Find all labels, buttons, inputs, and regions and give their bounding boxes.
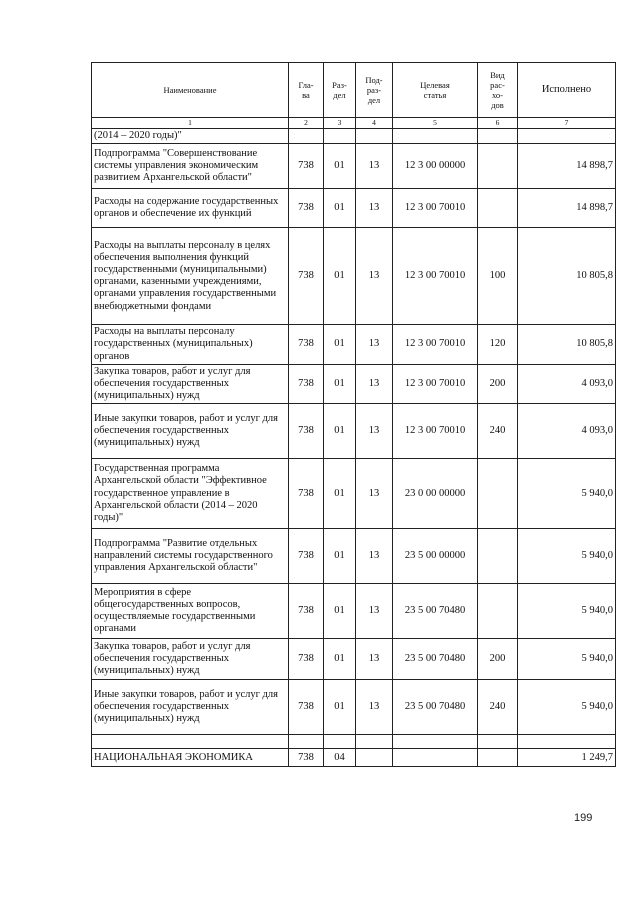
- row-target-article: 12 3 00 70010: [393, 189, 478, 228]
- header-vid-l1: Вид: [490, 69, 505, 80]
- row-expense-type: [478, 584, 518, 639]
- row-executed-amount: 10 805,8: [518, 325, 616, 365]
- row-executed-amount: 4 093,0: [518, 404, 616, 459]
- row-podrazdel: 13: [356, 228, 393, 325]
- table-row: [92, 144, 616, 189]
- row-target-article: 12 3 00 70010: [393, 404, 478, 459]
- row-target-article: [393, 735, 478, 749]
- column-number: 6: [478, 118, 518, 129]
- row-executed-amount: 5 940,0: [518, 639, 616, 680]
- row-name: Иные закупки товаров, работ и услуг для обеспечения государственных (муниципальных) нужд: [92, 404, 289, 459]
- row-target-article: 12 3 00 70010: [393, 325, 478, 365]
- row-name: Закупка товаров, работ и услуг для обеспечения государственных (муниципальных) нужд: [92, 639, 289, 680]
- header-vid-l2: рас-: [490, 79, 505, 90]
- row-executed-amount: 14 898,7: [518, 189, 616, 228]
- row-executed-amount: 14 898,7: [518, 144, 616, 189]
- row-glava: 738: [289, 364, 324, 404]
- row-name: НАЦИОНАЛЬНАЯ ЭКОНОМИКА: [92, 749, 289, 767]
- row-expense-type: 200: [478, 364, 518, 404]
- row-podrazdel: 13: [356, 529, 393, 584]
- table-row: [92, 404, 616, 459]
- row-razdel: 01: [324, 144, 356, 189]
- row-razdel: 01: [324, 680, 356, 735]
- row-target-article: 23 5 00 70480: [393, 584, 478, 639]
- header-podrazdel: [356, 63, 393, 118]
- row-expense-type: [478, 749, 518, 767]
- header-row: [92, 63, 616, 118]
- row-target-article: [393, 749, 478, 767]
- row-razdel: 01: [324, 364, 356, 404]
- row-expense-type: 240: [478, 404, 518, 459]
- header-podrazdel-l2: раз-: [366, 84, 382, 95]
- header-target-l1: Целевая: [420, 79, 450, 90]
- row-podrazdel: [356, 129, 393, 144]
- column-number: 5: [393, 118, 478, 129]
- row-glava: 738: [289, 189, 324, 228]
- table-row: [92, 459, 616, 529]
- row-target-article: [393, 129, 478, 144]
- row-expense-type: 100: [478, 228, 518, 325]
- row-razdel: [324, 735, 356, 749]
- row-glava: [289, 129, 324, 144]
- row-target-article: 23 5 00 70480: [393, 680, 478, 735]
- table-row: [92, 735, 616, 749]
- row-name: Подпрограмма "Совершенствование системы управления экономическим развитием Архангельской области": [92, 144, 289, 189]
- row-podrazdel: [356, 749, 393, 767]
- table-row: [92, 584, 616, 639]
- row-glava: 738: [289, 529, 324, 584]
- row-podrazdel: 13: [356, 325, 393, 365]
- row-podrazdel: [356, 735, 393, 749]
- header-vid-l4: дов: [491, 100, 504, 111]
- row-name: Иные закупки товаров, работ и услуг для обеспечения государственных (муниципальных) нужд: [92, 680, 289, 735]
- table-row: [92, 749, 616, 767]
- row-podrazdel: 13: [356, 639, 393, 680]
- row-glava: 738: [289, 749, 324, 767]
- row-expense-type: [478, 129, 518, 144]
- header-podrazdel-l1: Под-: [365, 74, 383, 85]
- row-expense-type: 120: [478, 325, 518, 365]
- column-number: 2: [289, 118, 324, 129]
- row-executed-amount: 5 940,0: [518, 529, 616, 584]
- row-podrazdel: 13: [356, 584, 393, 639]
- row-name: Подпрограмма "Развитие отдельных направлений системы государственного управления Архангельской области": [92, 529, 289, 584]
- row-expense-type: [478, 529, 518, 584]
- header-razdel-l1: Раз-: [332, 79, 347, 90]
- row-podrazdel: 13: [356, 144, 393, 189]
- header-glava: [289, 63, 324, 118]
- row-razdel: 01: [324, 529, 356, 584]
- row-expense-type: 240: [478, 680, 518, 735]
- header-podrazdel-l3: дел: [367, 95, 381, 106]
- table-row: [92, 639, 616, 680]
- row-executed-amount: 5 940,0: [518, 680, 616, 735]
- column-numbers-row: [92, 118, 616, 129]
- row-razdel: 04: [324, 749, 356, 767]
- column-number: 3: [324, 118, 356, 129]
- column-number: 7: [518, 118, 616, 129]
- row-podrazdel: 13: [356, 364, 393, 404]
- column-number: 4: [356, 118, 393, 129]
- row-glava: 738: [289, 639, 324, 680]
- header-name: Наименование: [92, 63, 289, 118]
- header-target: [393, 63, 478, 118]
- row-podrazdel: 13: [356, 404, 393, 459]
- row-razdel: 01: [324, 584, 356, 639]
- row-executed-amount: 4 093,0: [518, 364, 616, 404]
- table-body: [92, 129, 616, 767]
- row-glava: 738: [289, 459, 324, 529]
- row-executed-amount: [518, 129, 616, 144]
- budget-table: [91, 62, 616, 767]
- table-row: [92, 529, 616, 584]
- row-podrazdel: 13: [356, 189, 393, 228]
- row-name: Расходы на выплаты персоналу в целях обеспечения выполнения функций государственными (муниципальными) органами, казенными учреждениями, органами управления государственными внебюджетными фондами: [92, 228, 289, 325]
- row-razdel: 01: [324, 459, 356, 529]
- row-executed-amount: 1 249,7: [518, 749, 616, 767]
- header-vid: [478, 63, 518, 118]
- row-executed-amount: 5 940,0: [518, 584, 616, 639]
- row-razdel: 01: [324, 228, 356, 325]
- row-razdel: 01: [324, 189, 356, 228]
- row-name: Государственная программа Архангельской области "Эффективное государственное управление в Архангельской области (2014 – 2020 годы)": [92, 459, 289, 529]
- row-glava: 738: [289, 325, 324, 365]
- row-expense-type: [478, 144, 518, 189]
- row-razdel: [324, 129, 356, 144]
- row-name: Закупка товаров, работ и услуг для обеспечения государственных (муниципальных) нужд: [92, 364, 289, 404]
- row-target-article: 23 5 00 00000: [393, 529, 478, 584]
- row-glava: 738: [289, 228, 324, 325]
- column-number: 1: [92, 118, 289, 129]
- row-name: Расходы на выплаты персоналу государственных (муниципальных) органов: [92, 325, 289, 365]
- row-glava: 738: [289, 404, 324, 459]
- row-executed-amount: [518, 735, 616, 749]
- row-executed-amount: 10 805,8: [518, 228, 616, 325]
- row-glava: 738: [289, 680, 324, 735]
- header-glava-l1: Гла-: [298, 79, 314, 90]
- row-target-article: 12 3 00 70010: [393, 364, 478, 404]
- row-razdel: 01: [324, 639, 356, 680]
- table-row: [92, 325, 616, 365]
- header-vid-l3: хо-: [491, 90, 503, 100]
- row-name: (2014 – 2020 годы)": [92, 129, 289, 144]
- table-row: [92, 189, 616, 228]
- header-target-l2: статья: [423, 90, 447, 100]
- table-row: [92, 228, 616, 325]
- row-target-article: 23 5 00 70480: [393, 639, 478, 680]
- row-name: Мероприятия в сфере общегосударственных вопросов, осуществляемые государственными органами: [92, 584, 289, 639]
- row-podrazdel: 13: [356, 680, 393, 735]
- row-glava: [289, 735, 324, 749]
- row-glava: 738: [289, 144, 324, 189]
- table-row: [92, 129, 616, 144]
- row-target-article: 12 3 00 00000: [393, 144, 478, 189]
- row-name: [92, 735, 289, 749]
- table-row: [92, 680, 616, 735]
- row-expense-type: [478, 189, 518, 228]
- row-glava: 738: [289, 584, 324, 639]
- row-target-article: 12 3 00 70010: [393, 228, 478, 325]
- row-razdel: 01: [324, 404, 356, 459]
- row-target-article: 23 0 00 00000: [393, 459, 478, 529]
- header-razdel-l2: дел: [333, 90, 346, 100]
- row-expense-type: [478, 735, 518, 749]
- row-razdel: 01: [324, 325, 356, 365]
- row-executed-amount: 5 940,0: [518, 459, 616, 529]
- header-razdel: [324, 63, 356, 118]
- row-expense-type: 200: [478, 639, 518, 680]
- row-expense-type: [478, 459, 518, 529]
- header-glava-l2: ва: [302, 90, 310, 100]
- row-name: Расходы на содержание государственных органов и обеспечение их функций: [92, 189, 289, 228]
- page-number: 199: [574, 812, 593, 824]
- header-executed: Исполнено: [518, 63, 616, 118]
- row-podrazdel: 13: [356, 459, 393, 529]
- table-row: [92, 364, 616, 404]
